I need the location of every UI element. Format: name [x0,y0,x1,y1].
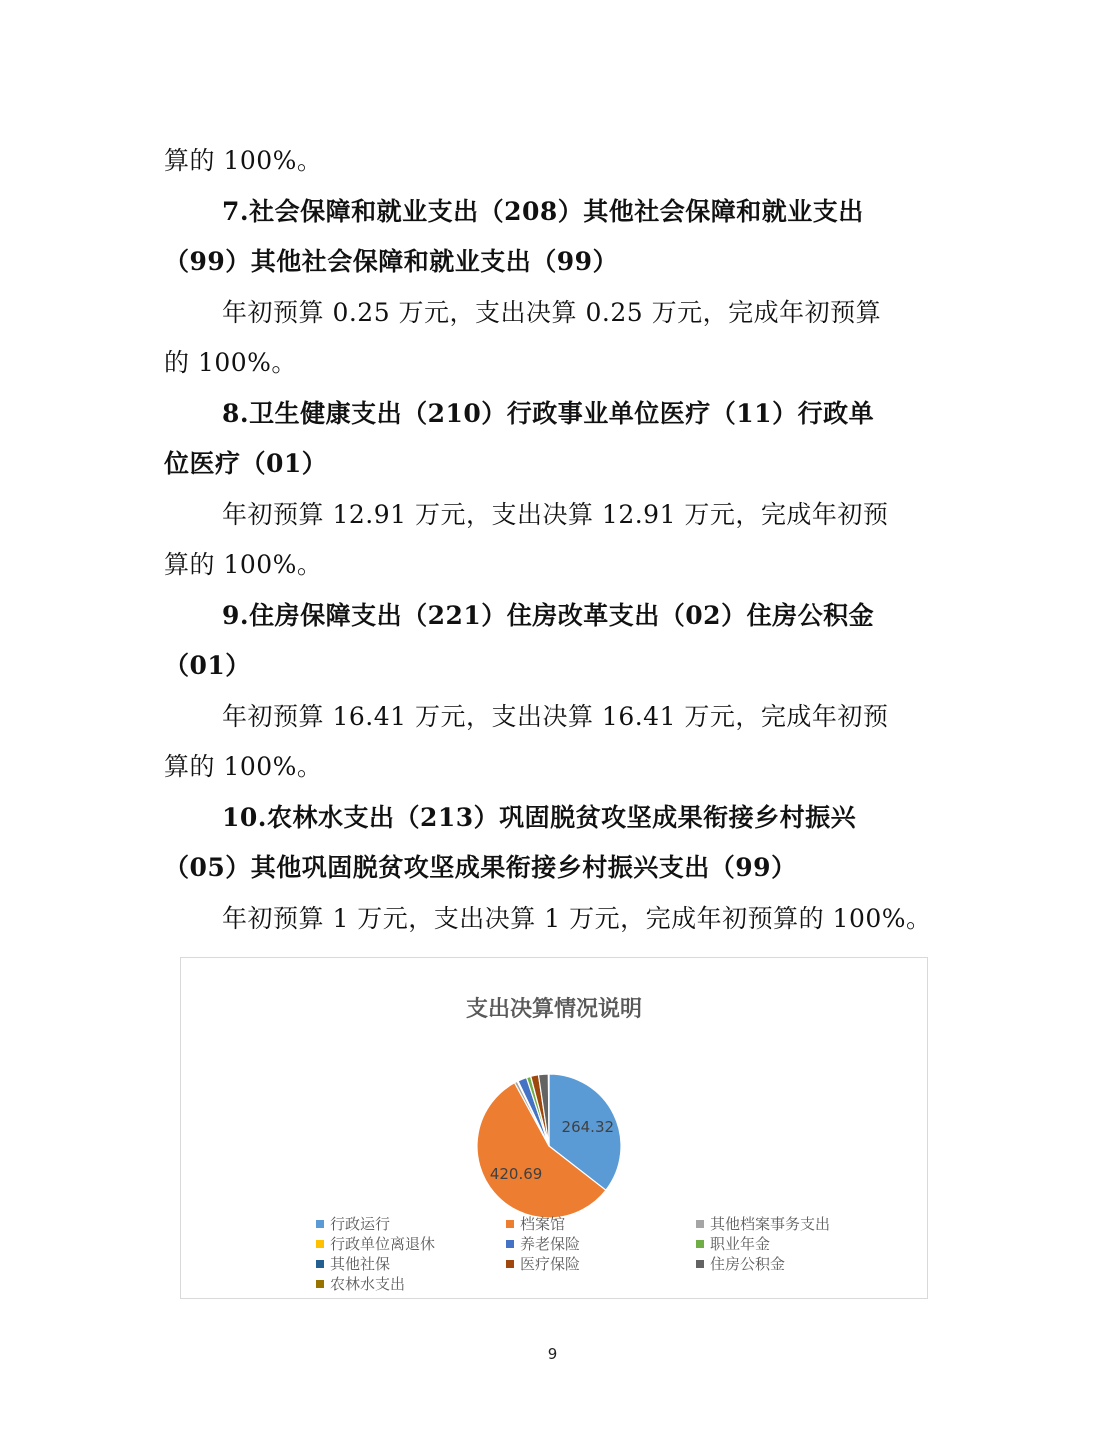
legend-swatch [316,1220,324,1228]
section-heading: 9.住房保障支出（221）住房改革支出（02）住房公积金 [222,601,875,630]
legend-label: 行政单位离退休 [330,1235,436,1253]
section-heading-cont: 位医疗（01） [164,449,328,478]
section-heading-cont: （05）其他巩固脱贫攻坚成果衔接乡村振兴支出（99） [164,853,797,882]
legend-swatch [696,1260,704,1268]
legend-item [316,1214,390,1234]
pie-chart [180,957,928,1299]
chart-title: 支出决算情况说明 [465,997,642,1022]
section-heading-cont: （99）其他社会保障和就业支出（99） [164,247,619,276]
text-line: 的 100%。 [164,348,297,377]
text-line: 算的 100%。 [164,146,323,175]
legend-swatch [696,1240,704,1248]
section-heading-cont: （01） [164,651,251,680]
legend-label: 住房公积金 [710,1255,786,1273]
legend-label: 其他社保 [330,1255,391,1273]
legend-item [506,1234,580,1254]
text-line: 年初预算 16.41 万元，支出决算 16.41 万元，完成年初预 [222,702,889,731]
text-line: 年初预算 1 万元，支出决算 1 万元，完成年初预算的 100%。 [222,904,932,933]
legend-label: 农林水支出 [330,1275,406,1293]
section-heading: 10.农林水支出（213）巩固脱贫攻坚成果衔接乡村振兴 [222,803,857,832]
legend-swatch [316,1260,324,1268]
legend-item [506,1254,580,1274]
legend-item [316,1254,390,1274]
legend-swatch [506,1260,514,1268]
legend-item [316,1274,405,1294]
legend-item [696,1214,830,1234]
legend-item [696,1254,785,1274]
legend-label: 医疗保险 [520,1255,581,1273]
legend-swatch [506,1240,514,1248]
legend-item [316,1234,435,1254]
legend-label: 行政运行 [330,1215,391,1233]
text-line: 算的 100%。 [164,752,323,781]
pie-data-label: 264.32 [561,1118,615,1137]
legend-item [506,1214,565,1234]
section-heading: 7.社会保障和就业支出（208）其他社会保障和就业支出 [222,197,864,226]
legend-swatch [316,1240,324,1248]
legend-label: 档案馆 [520,1215,566,1233]
text-line: 算的 100%。 [164,550,323,579]
legend-label: 其他档案事务支出 [710,1215,831,1233]
section-heading: 8.卫生健康支出（210）行政事业单位医疗（11）行政单 [222,399,875,428]
text-line: 年初预算 12.91 万元，支出决算 12.91 万元，完成年初预 [222,500,889,529]
legend-swatch [506,1220,514,1228]
pie-data-label: 420.69 [489,1164,543,1183]
legend-swatch [316,1280,324,1288]
pie-slice [548,1074,549,1146]
legend-label: 职业年金 [710,1235,771,1253]
legend-swatch [696,1220,704,1228]
page-number: 9 [547,1345,558,1363]
text-line: 年初预算 0.25 万元，支出决算 0.25 万元，完成年初预算 [222,298,882,327]
legend-item [696,1234,770,1254]
legend-label: 养老保险 [520,1235,581,1253]
